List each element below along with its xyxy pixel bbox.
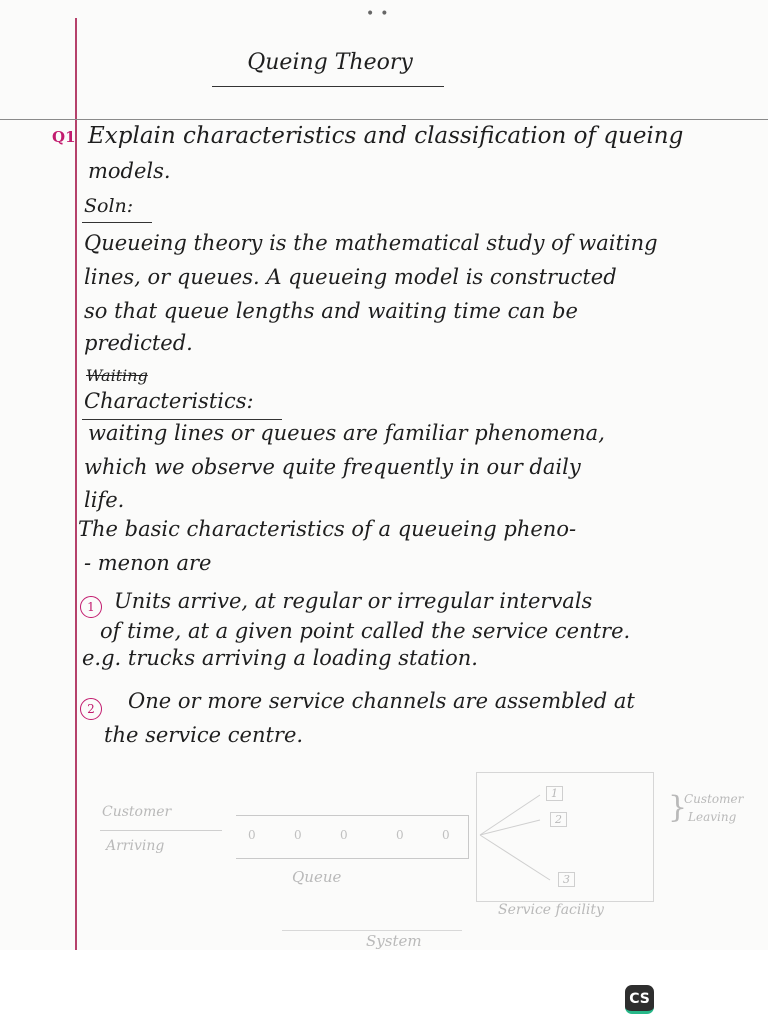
customer-arriving-label-1: Customer xyxy=(102,804,172,820)
question-line-2: models. xyxy=(88,159,171,183)
para2-line-5: - menon are xyxy=(84,551,212,575)
point1-line-2: of time, at a given point called the service centre. xyxy=(100,619,631,643)
para1-line-4: predicted. xyxy=(84,331,193,355)
server-2: 2 xyxy=(550,812,567,827)
soln-label: Soln: xyxy=(84,195,134,217)
point1-line-1: Units arrive, at regular or irregular intervals xyxy=(114,589,593,613)
queue-slot: 0 xyxy=(248,828,256,842)
para2-line-2: which we observe quite frequently in our daily xyxy=(84,455,581,479)
queue-slot: 0 xyxy=(294,828,302,842)
queue-slot: 0 xyxy=(340,828,348,842)
system-label: System xyxy=(366,932,422,950)
queue-slot: 0 xyxy=(396,828,404,842)
arrival-arrow xyxy=(100,830,222,831)
server-3: 3 xyxy=(558,872,575,887)
para2-line-3: life. xyxy=(84,488,125,512)
point-2-number: 2 xyxy=(80,698,102,720)
header-rule xyxy=(0,119,768,120)
system-rule xyxy=(282,930,462,931)
brace-icon: } xyxy=(668,790,688,825)
page-dots: •• xyxy=(366,6,395,22)
title-underline xyxy=(212,86,444,87)
queue-diagram xyxy=(236,815,469,859)
para1-line-1: Queueing theory is the mathematical study of waiting xyxy=(84,231,658,255)
customer-leaving-label-2: Leaving xyxy=(688,810,737,824)
page-title: Queing Theory xyxy=(247,50,413,75)
point-1-number: 1 xyxy=(80,596,102,618)
para2-line-1: waiting lines or queues are familiar phenomena, xyxy=(88,421,605,445)
point2-line-1: One or more service channels are assembled at xyxy=(128,689,635,713)
camscanner-badge: CS xyxy=(625,985,654,1014)
soln-underline xyxy=(82,222,152,223)
service-facility-label: Service facility xyxy=(498,902,604,918)
question-number: Q1 xyxy=(52,128,76,146)
para2-line-4: The basic characteristics of a queueing pheno- xyxy=(78,517,577,541)
para1-line-2: lines, or queues. A queueing model is constructed xyxy=(84,265,617,289)
section-heading: Characteristics: xyxy=(84,389,254,413)
server-1: 1 xyxy=(546,786,563,801)
para1-line-3: so that queue lengths and waiting time can be xyxy=(84,299,578,323)
struck-word: Waiting xyxy=(86,366,148,385)
margin-line xyxy=(75,18,77,950)
queue-slot: 0 xyxy=(442,828,450,842)
queue-label: Queue xyxy=(292,868,342,886)
question-line-1: Explain characteristics and classification of queing xyxy=(88,123,684,149)
point2-line-2: the service centre. xyxy=(104,723,304,747)
customer-arriving-label-2: Arriving xyxy=(106,838,165,854)
point1-line-3: e.g. trucks arriving a loading station. xyxy=(82,646,478,670)
customer-leaving-label-1: Customer xyxy=(684,792,744,806)
